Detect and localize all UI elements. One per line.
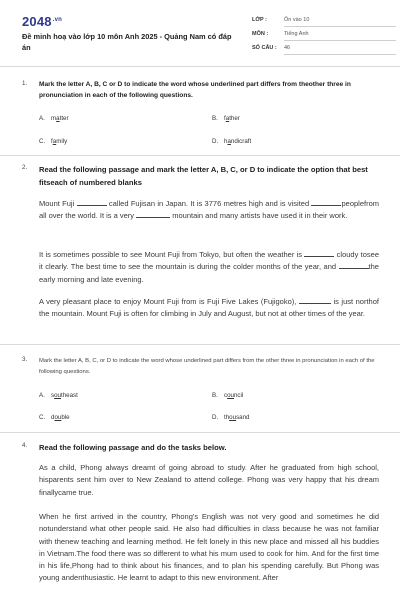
- option-word-end: mily: [56, 138, 68, 145]
- option-letter: A.: [39, 115, 45, 122]
- option-word-end: tter: [59, 115, 69, 122]
- option-word-start: f: [51, 138, 53, 145]
- meta-subject-value: Tiếng Anh: [284, 31, 396, 41]
- question-number: 4.: [22, 442, 28, 449]
- option-a[interactable]: [39, 392, 78, 399]
- divider: [0, 155, 400, 156]
- blank-3[interactable]: [136, 211, 170, 218]
- option-word-start: m: [51, 115, 57, 122]
- option-underlined: ou: [227, 392, 234, 399]
- option-underlined: a: [227, 138, 231, 145]
- option-word-start: f: [224, 115, 226, 122]
- blank-1[interactable]: [77, 199, 107, 206]
- option-underlined: ou: [54, 414, 62, 421]
- question-number: 3.: [22, 356, 28, 363]
- option-letter: B.: [212, 392, 218, 399]
- site-logo[interactable]: [22, 14, 62, 29]
- option-word-end: ndicraft: [230, 138, 252, 145]
- option-c[interactable]: [39, 138, 67, 145]
- passage-text: A very pleasant place to enjoy Mount Fuji from is Fuji Five Lakes (Fujigoko),: [39, 297, 297, 306]
- passage-text: mountain and many artists have used it in their work.: [172, 211, 348, 221]
- option-c[interactable]: [39, 414, 70, 421]
- passage-text: is just northof the mountain. Mount Fuji is often for climbing in July and August, but not at other times of the year.: [39, 297, 379, 319]
- option-word-end: ther: [229, 115, 240, 122]
- passage-text: cloudy tosee it clearly. The best time to see the mountain is during the colder months of the year, and: [39, 250, 379, 272]
- page-header: [0, 0, 400, 64]
- meta-subject-key: MÔN :: [252, 31, 269, 37]
- option-letter: D.: [212, 138, 219, 145]
- option-underlined: ou: [54, 392, 61, 399]
- option-word-start: h: [224, 138, 228, 145]
- logo-suffix: .vn: [52, 16, 63, 23]
- option-word-start: th: [224, 414, 230, 421]
- option-letter: B.: [212, 115, 218, 122]
- divider: [0, 344, 400, 345]
- logo-text: 2048: [22, 14, 52, 29]
- option-b[interactable]: [212, 115, 240, 122]
- passage-paragraph-2: When he first arrived in the country, Phong's English was not very good and sometimes he did notunderstand what other people said. He also had difficulties in class because he was not familiar with thenew teaching and learning method. He felt lonely in this new place and missed all his buddies in Vietnam.The food there was so different to what his mum used to cook for him. And for the first time in his life,Phong had to think about his finances, and to plan his spending carefully. But Phong was young andenthusiastic. He learnt to adapt to this new environment. After: [39, 512, 379, 583]
- meta-count-value: 46: [284, 45, 396, 55]
- question-text: Mark the letter A, B, C or D to indicate the word whose underlined part differs from theother three in pronunciation in each of the following questions.: [39, 81, 351, 99]
- option-word-end: ble: [61, 414, 70, 421]
- option-word-start: s: [51, 392, 55, 399]
- option-word-end: ncil: [233, 392, 244, 399]
- passage-text: peoplefrom all over the world. It is a very: [39, 199, 380, 221]
- divider: [0, 66, 400, 67]
- option-letter: D.: [212, 414, 219, 421]
- meta-count-key: SỐ CÂU :: [252, 45, 277, 51]
- question-number: 1.: [22, 80, 28, 87]
- passage-paragraph-1: As a child, Phong always dreamt of going abroad to study. After he graduated from high school, hisparents sent him over to New Zealand to attend college. Phong was very happy that his dream finallycame true.: [39, 463, 379, 497]
- document-title: Đề minh hoạ vào lớp 10 môn Anh 2025 - Quảng Nam có đáp án: [22, 32, 232, 52]
- option-letter: C.: [39, 138, 46, 145]
- blank-2[interactable]: [311, 199, 341, 206]
- question-text: Mark the letter A, B, C, or D to indicate the word whose underlined part differs from the other three in pronunciation in each of the following questions.: [39, 358, 375, 375]
- passage-text: It is sometimes possible to see Mount Fuji from Tokyo, but often the weather is: [39, 250, 303, 259]
- option-underlined: a: [52, 138, 57, 145]
- option-word-start: c: [224, 392, 228, 399]
- passage-paragraph-3: [39, 296, 379, 321]
- divider: [0, 432, 400, 433]
- passage-paragraph-2: [39, 249, 379, 286]
- option-underlined: ou: [229, 414, 237, 421]
- passage-text: Mount Fuji: [39, 199, 75, 208]
- meta-class-value: Ôn vào 10: [284, 17, 396, 27]
- question-text: Read the following passage and do the tasks below.: [39, 443, 227, 452]
- option-d[interactable]: [212, 414, 249, 421]
- passage-text: the early morning and late evening.: [39, 262, 379, 284]
- option-word-start: d: [51, 414, 55, 421]
- option-a[interactable]: [39, 115, 69, 122]
- option-letter: A.: [39, 392, 45, 399]
- option-d[interactable]: [212, 138, 251, 145]
- option-letter: C.: [39, 414, 46, 421]
- meta-class-key: LỚP :: [252, 17, 267, 23]
- question-number: 2.: [22, 164, 28, 171]
- passage-paragraph-1: [39, 198, 379, 223]
- blank-4[interactable]: [304, 250, 334, 257]
- blank-5[interactable]: [339, 262, 369, 269]
- blank-6[interactable]: [299, 297, 331, 304]
- option-word-end: theast: [60, 392, 78, 399]
- option-word-end: sand: [236, 414, 250, 421]
- passage-text: called Fujisan in Japan. It is 3776 metres high and is visited: [108, 199, 310, 208]
- option-b[interactable]: [212, 392, 243, 399]
- option-underlined: a: [225, 115, 230, 122]
- question-text: Read the following passage and mark the letter A, B, C, or D to indicate the option that best fitseach of numbered blanks: [39, 165, 368, 187]
- option-underlined: a: [56, 115, 60, 122]
